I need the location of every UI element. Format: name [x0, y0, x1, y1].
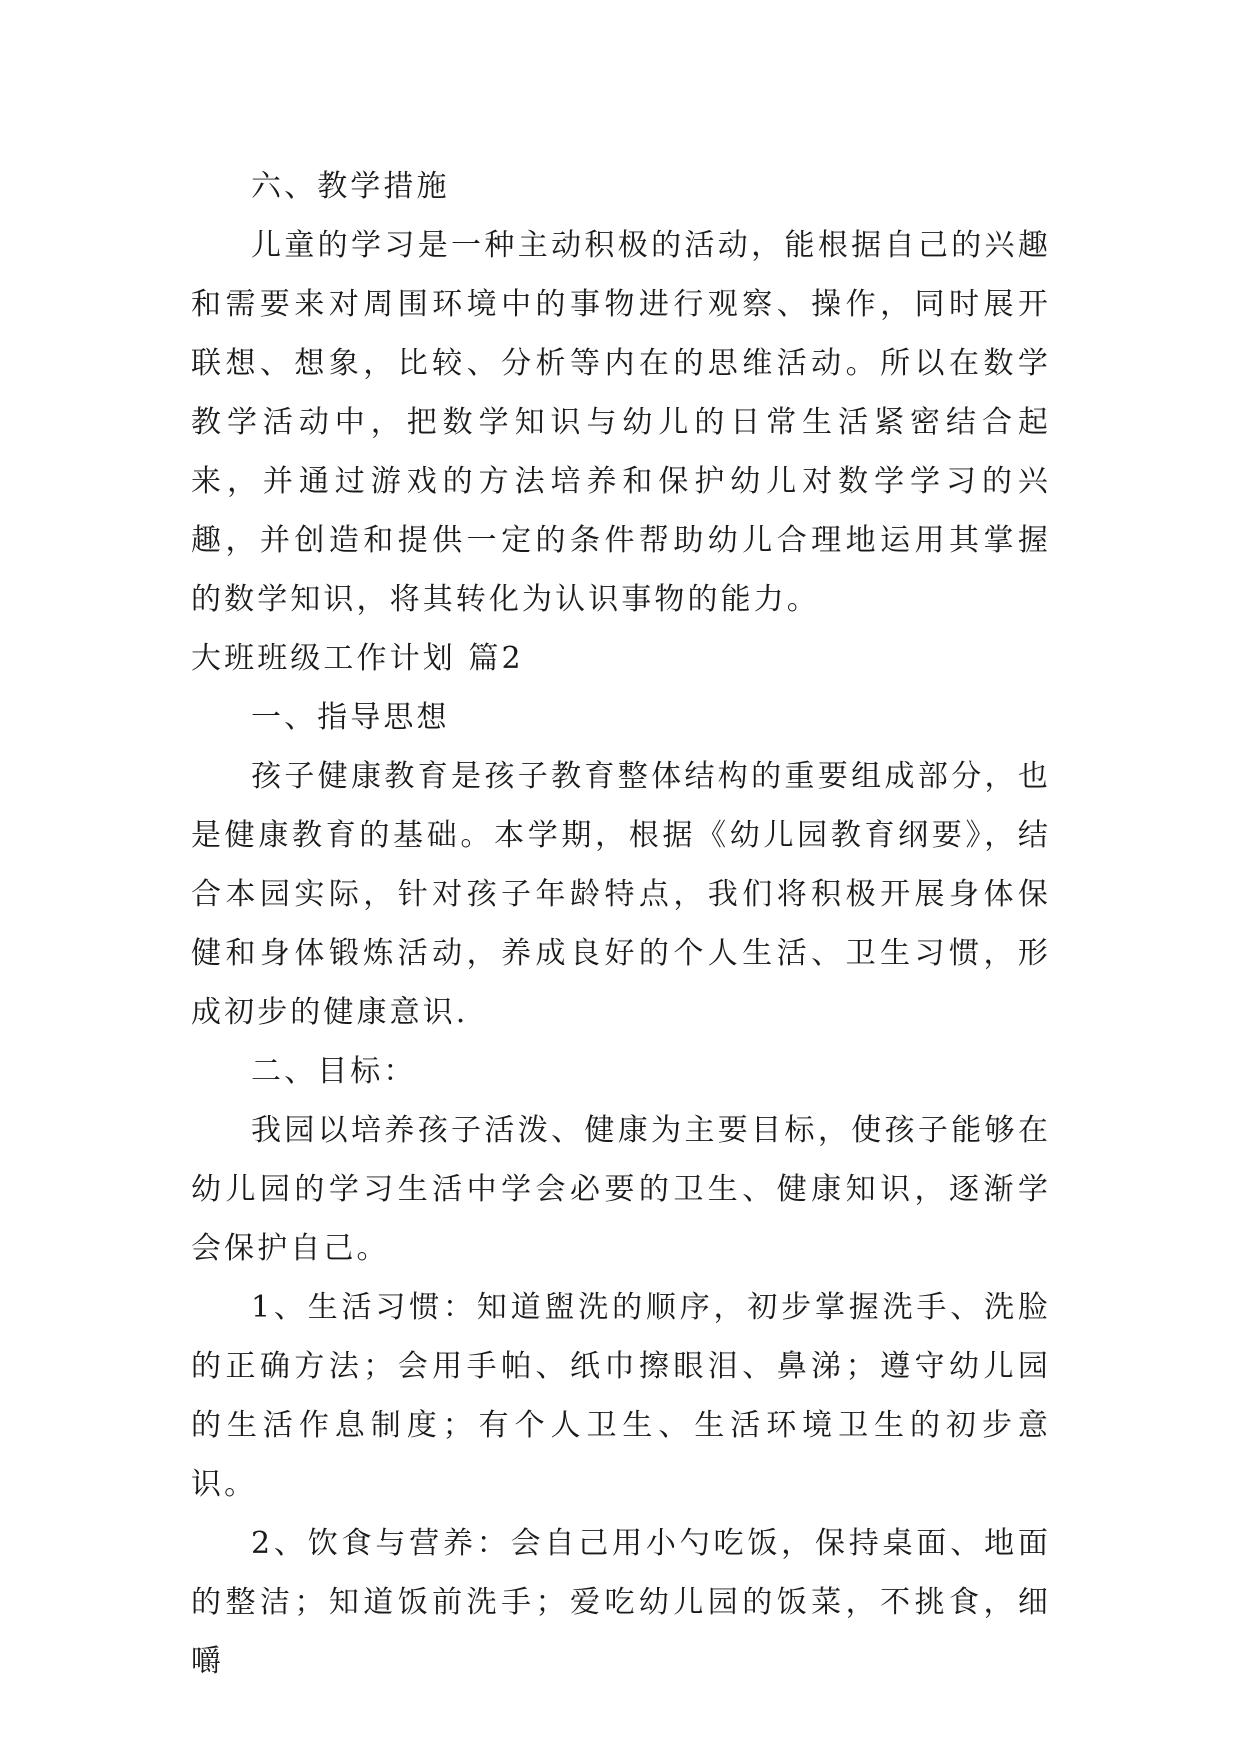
- document-body: [191, 157, 1051, 1691]
- section-heading-goals: 二、目标：: [251, 1054, 417, 1089]
- section-heading-teaching-measures: 六、教学措施: [251, 169, 450, 204]
- paragraph-teaching-measures: 儿童的学习是一种主动积极的活动，能根据自己的兴趣和需要来对周围环境中的事物进行观察、操作，同时展开联想、想象，比较、分析等内在的思维活动。所以在数学教学活动中，把数学知识与幼儿的日常生活紧密结合起来，并通过游戏的方法培养和保护幼儿对数学学习的兴趣，并创造和提供一定的条件帮助幼儿合理地运用其掌握的数学知识，将其转化为认识事物的能力。: [191, 228, 1051, 617]
- paragraph-guiding-thought: 孩子健康教育是孩子教育整体结构的重要组成部分，也是健康教育的基础。本学期，根据《幼儿园教育纲要》，结合本园实际，针对孩子年龄特点，我们将积极开展身体保健和身体锻炼活动，养成良好的个人生活、卫生习惯，形成初步的健康意识.: [191, 759, 1051, 1030]
- paragraph-diet-nutrition: 2、饮食与营养：会自己用小勺吃饭，保持桌面、地面的整洁；知道饭前洗手；爱吃幼儿园的饭菜，不挑食，细嚼: [191, 1526, 1051, 1679]
- paragraph-goals: 我园以培养孩子活泼、健康为主要目标，使孩子能够在幼儿园的学习生活中学会必要的卫生、健康知识，逐渐学会保护自己。: [191, 1113, 1051, 1266]
- paragraph-living-habits: 1、生活习惯：知道盥洗的顺序，初步掌握洗手、洗脸的正确方法；会用手帕、纸巾擦眼泪、鼻涕；遵守幼儿园的生活作息制度；有个人卫生、生活环境卫生的初步意识。: [191, 1290, 1051, 1502]
- section-heading-guiding-thought: 一、指导思想: [251, 700, 450, 735]
- document-title: 大班班级工作计划 篇2: [191, 641, 524, 676]
